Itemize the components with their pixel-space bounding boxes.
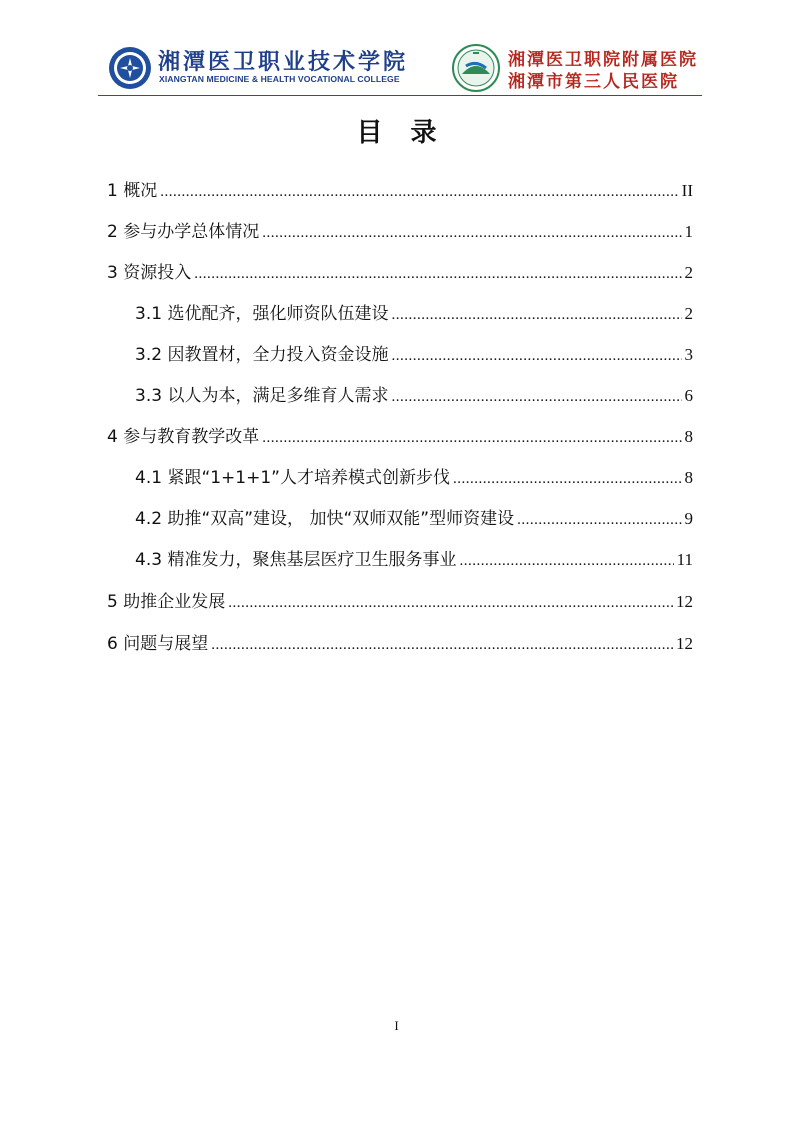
dot-leader	[228, 595, 673, 612]
dot-leader	[391, 348, 681, 365]
dot-leader	[517, 512, 681, 529]
toc-title-char1: 目	[356, 118, 383, 148]
toc-entry[interactable]	[107, 587, 693, 613]
toc-entry-label: 3.1 选优配齐，强化师资队伍建设	[135, 304, 389, 324]
hospital-name-line1: 湘潭医卫职院附属医院	[508, 50, 698, 70]
toc-entry-page: 12	[676, 634, 693, 653]
toc-entry-page: 2	[684, 263, 693, 282]
toc-entry-label: 6 问题与展望	[107, 634, 209, 654]
toc-entry-label: 4.3 精准发力，聚焦基层医疗卫生服务事业	[135, 550, 457, 570]
dot-leader	[459, 553, 673, 570]
college-emblem-icon	[108, 46, 152, 90]
toc-entry-label: 3.3 以人为本，满足多维育人需求	[135, 386, 389, 406]
toc-entry[interactable]	[135, 381, 693, 407]
toc-entry[interactable]	[135, 504, 693, 530]
toc-entry-page: 12	[676, 592, 693, 611]
toc-entry[interactable]	[135, 299, 693, 325]
toc-entry-page: 2	[684, 304, 693, 323]
toc-entry[interactable]	[107, 422, 693, 448]
toc-entry-page: 9	[684, 509, 693, 528]
toc-entry[interactable]	[107, 258, 693, 284]
dot-leader	[262, 225, 681, 242]
dot-leader	[391, 389, 681, 406]
toc-entry-label: 1 概况	[107, 181, 158, 201]
dot-leader	[453, 471, 682, 488]
toc-entry[interactable]	[135, 463, 693, 489]
hospital-name-line2: 湘潭市第三人民医院	[508, 72, 679, 92]
toc-entry-page: 6	[684, 386, 693, 405]
toc-entry-page: 1	[684, 222, 693, 241]
dot-leader	[262, 430, 681, 447]
toc-entry-page: 11	[676, 550, 693, 569]
toc-entry[interactable]	[135, 340, 693, 366]
page-header	[0, 0, 793, 100]
toc-entry-label: 4 参与教育教学改革	[107, 427, 260, 447]
toc-entry[interactable]	[135, 545, 693, 571]
toc-entry-label: 5 助推企业发展	[107, 592, 226, 612]
dot-leader	[391, 307, 681, 324]
toc-entry-label: 4.2 助推“双高”建设， 加快“双师双能”型师资建设	[135, 509, 515, 529]
dot-leader	[160, 184, 678, 201]
toc-title	[0, 112, 793, 149]
toc-entry[interactable]	[107, 176, 693, 202]
toc-entry-page: 3	[684, 345, 693, 364]
college-name-cn: 湘潭医卫职业技术学院	[158, 49, 409, 75]
toc-entry-label: 2 参与办学总体情况	[107, 222, 260, 242]
toc-entry-label: 4.1 紧跟“1+1+1”人才培养模式创新步伐	[135, 468, 450, 488]
toc-entry-label: 3 资源投入	[107, 263, 192, 283]
toc-entry-page: 8	[684, 427, 693, 446]
toc-entry[interactable]	[107, 217, 693, 243]
dot-leader	[194, 266, 681, 283]
dot-leader	[211, 637, 673, 654]
toc-entry-page: II	[681, 181, 693, 200]
hospital-emblem-icon	[452, 44, 500, 92]
toc-entry[interactable]	[107, 629, 693, 655]
college-name-en: XIANGTAN MEDICINE & HEALTH VOCATIONAL COLLEGE	[159, 74, 400, 84]
toc-entry-page: 8	[684, 468, 693, 487]
toc-entry-label: 3.2 因教置材，全力投入资金设施	[135, 345, 389, 365]
page-number: I	[394, 1018, 399, 1033]
toc-title-char2: 录	[410, 118, 437, 148]
header-divider	[98, 95, 702, 96]
